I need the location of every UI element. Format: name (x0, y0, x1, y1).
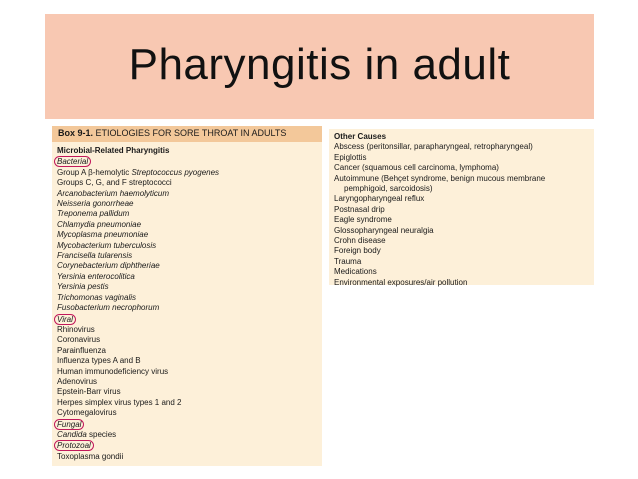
list-item: Cancer (squamous cell carcinoma, lymphoma) (334, 163, 499, 173)
list-item: Yersinia enterocolitica (57, 271, 135, 281)
box-header-text (58, 128, 286, 138)
microbial-list (57, 146, 319, 462)
list-item: Rhinovirus (57, 324, 95, 334)
list-item: Treponema pallidum (57, 209, 130, 219)
list-item: Groups C, G, and F streptococci (57, 178, 172, 188)
list-item: Toxoplasma gondii (57, 451, 124, 461)
list-item: Abscess (peritonsillar, parapharyngeal, retropharyngeal) (334, 142, 533, 152)
list-item-candida: Candida species (57, 429, 117, 439)
viral-label: Viral (54, 314, 76, 325)
list-item: Foreign body (334, 246, 381, 256)
box-heading: ETIOLOGIES FOR SORE THROAT IN ADULTS (95, 128, 287, 138)
list-item: Autoimmune (Behçet syndrome, benign mucous membrane (334, 173, 546, 183)
title-band (45, 14, 594, 119)
list-item: Epiglottis (334, 152, 367, 162)
slide-title: Pharyngitis in adult (128, 40, 511, 89)
list-item: Herpes simplex virus types 1 and 2 (57, 397, 182, 407)
list-item: Parainfluenza (57, 345, 106, 355)
list-item: Yersinia pestis (57, 282, 109, 292)
list-item: Mycobacterium tuberculosis (57, 240, 157, 250)
list-item: Chlamydia pneumoniae (57, 219, 142, 229)
list-item: Environmental exposures/air pollution (334, 277, 468, 287)
box-header (52, 126, 322, 142)
list-item: Trauma (334, 256, 362, 266)
list-item: Laryngopharyngeal reflux (334, 194, 425, 204)
list-item: Mycoplasma pneumoniae (57, 230, 149, 240)
section-title-microbial: Microbial-Related Pharyngitis (57, 146, 170, 155)
list-item: Francisella tularensis (57, 251, 133, 261)
list-item: Glossopharyngeal neuralgia (334, 225, 434, 235)
list-item: Corynebacterium diphtheriae (57, 261, 160, 271)
list-item: Eagle syndrome (334, 215, 392, 225)
list-item: Arcanobacterium haemolyticum (57, 188, 170, 198)
list-item: Trichomonas vaginalis (57, 292, 136, 302)
protozoal-label: Protozoal (54, 440, 94, 451)
list-item: Crohn disease (334, 236, 386, 246)
box-number: Box 9-1. (58, 128, 94, 138)
fungal-label: Fungal (54, 419, 84, 430)
list-item: Influenza types A and B (57, 356, 141, 366)
list-item: Postnasal drip (334, 204, 385, 214)
list-item: Medications (334, 267, 377, 277)
list-item: Coronavirus (57, 335, 101, 345)
list-item: pemphigoid, sarcoidosis) (344, 184, 433, 194)
list-item: Adenovirus (57, 376, 98, 386)
section-title-other: Other Causes (334, 132, 387, 141)
list-item: Cytomegalovirus (57, 408, 117, 418)
list-item: Epstein-Barr virus (57, 387, 121, 397)
list-item: Human immunodeficiency virus (57, 366, 169, 376)
list-item: Fusobacterium necrophorum (57, 303, 160, 313)
bacterial-label: Bacterial (54, 156, 91, 167)
list-item-group-a: Group A β-hemolytic Streptococcus pyogenes (57, 167, 220, 177)
list-item: Neisseria gonorrheae (57, 199, 134, 209)
other-causes-list (334, 132, 592, 288)
